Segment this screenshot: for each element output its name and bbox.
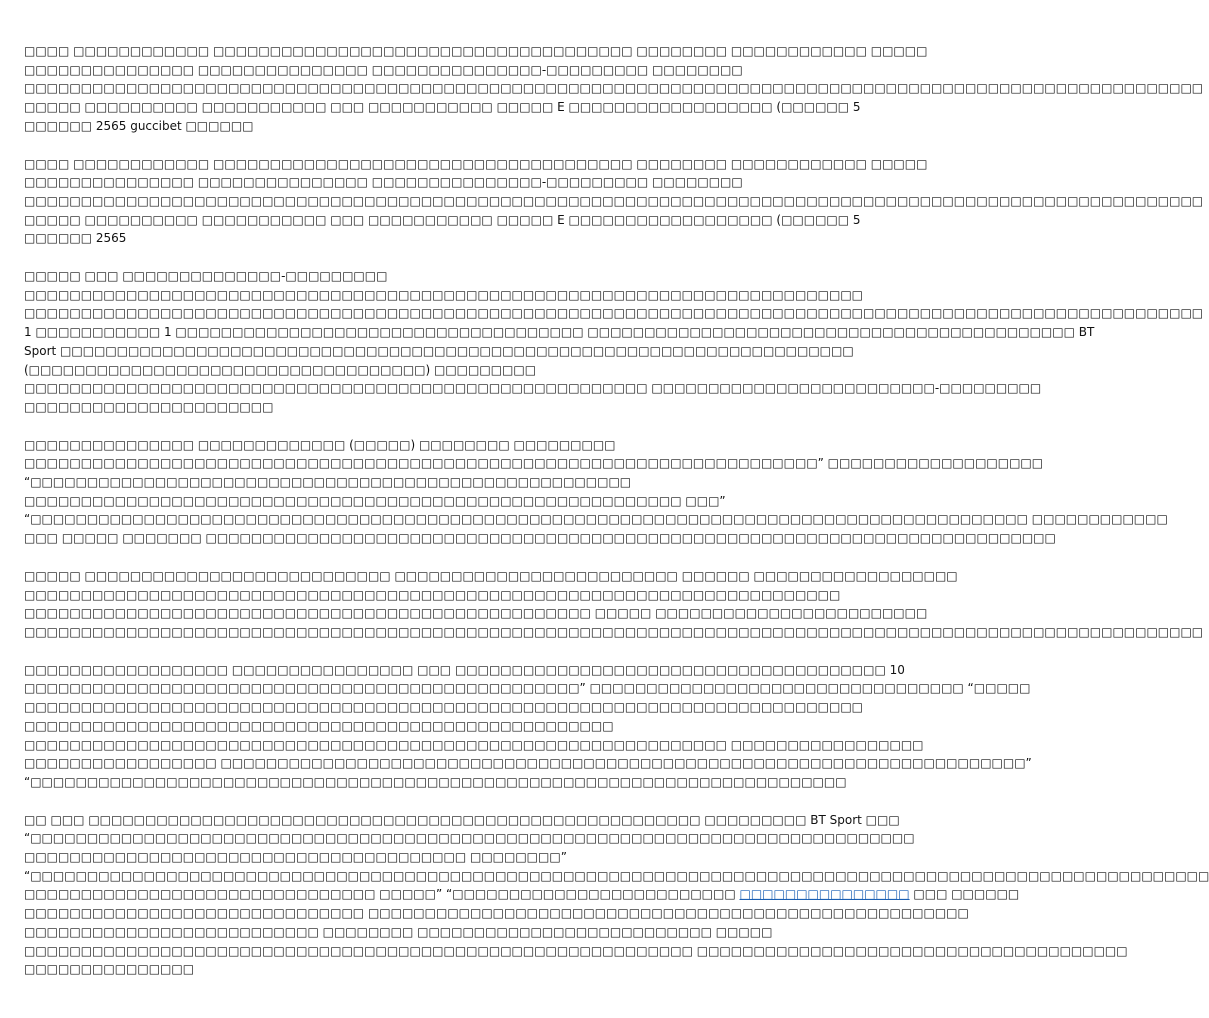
text-line: □□□□□ □□□□□□□□□□□□□□□□□□□□□□□□□□□ □□□□□□□□□□□□□□□□□□□□□□□□□ □□□□□□ □□□□□□□□□□□□□□□□□□ xyxy=(24,568,958,583)
text-line: □□□□□□□□□□□□□□□□□□□□□□□□□□□□□□□□□□□□□□□□□□□□□□□□□□ □□□□□ □□□□□□□□□□□□□□□□□□□□□□□□ xyxy=(24,606,928,621)
paragraph xyxy=(24,661,1032,792)
text-line: □□□□□□□□□□□□□□□□□□□□□□□□□□□□□□□□□□□□□□□□□□□□□□□□□□□□□□□□□□□□□□□□□□□□□□□□□□□□□□□□□□□□□□□□□□□□□□□□□□□□□□□□ xyxy=(24,81,1204,96)
text-line: □□□□□□□□□□□□□□□□□□□□□□□□□□□□□□□□□□□□□□□□□□□□□□□□□□□□□□□□□□□□□□ □□□□□□□□□□□□□□□□□ xyxy=(24,737,924,752)
text-line: □□ □□□ □□□□□□□□□□□□□□□□□□□□□□□□□□□□□□□□□□□□□□□□□□□□□□□□□□□□□□ □□□□□□□□□ BT Sport □□□ xyxy=(24,812,900,827)
paragraph xyxy=(24,567,1204,642)
text-line: □□□□□□□□□□□□□□□□□ □□□□□□□□□□□□□□□□□□□□□□□□□□□□□□□□□□□□□□□□□□□□□□□□□□□□□□□□□□□□□□□□□□□□□□□” xyxy=(24,756,1032,771)
text-line: “□□□□□□□□□□□□□□□□□□□□□□□□□□□□□□□□□□□□□□□□□□□□□□□□□□□□□□□□□□□□□□□□□□□□□□□□□□□□□□□□□□□□□□□□ □□□□□□□□□□□□ xyxy=(24,512,1168,527)
text-line: (□□□□□□□□□□□□□□□□□□□□□□□□□□□□□□□□□□□) □□□□□□□□□ xyxy=(24,362,537,377)
text-line: □□□□□□□□□□□□□□□□□□□□□□□□□□□□□□□□□□□□□□□□□□□□□□□□□□□□□□□□□□□□□□□□□□□□□□□□□□ xyxy=(24,287,864,302)
text-line: “□□□□□□□□□□□□□□□□□□□□□□□□□□□□□□□□□□□□□□□□□□□□□□□□□□□□□ xyxy=(24,475,632,490)
paragraph xyxy=(24,267,1204,417)
text-line: “□□□□□□□□□□□□□□□□□□□□□□□□□□□□□□□□□□□□□□□□□□□□□□□□□□□□□□□□□□□□□□□□□□□□□□□□ xyxy=(24,774,847,789)
text-line: □□□□□ □□□□□□□□□□ □□□□□□□□□□□ □□□ □□□□□□□□□□□ □□□□□ E □□□□□□□□□□□□□□□□□□ (□□□□□□ 5 xyxy=(24,212,861,227)
text-line: □□□ □□□□□ □□□□□□□ □□□□□□□□□□□□□□□□□□□□□□□□□□□□□□□□□□□□□□□□□□□□□□□□□□□□□□□□□□□□□□□□□□□□□□□□□□□ xyxy=(24,531,1056,546)
article-body xyxy=(24,42,1204,792)
text-line: □□□□□□□□□□□□□□□□□□□□□□□□□□□□□□□□□□□□□□□□□□□□□□□□□” □□□□□□□□□□□□□□□□□□□□□□□□□□□□□□□□□ “□□□□□ xyxy=(24,681,1031,696)
text-line: □□□□□□□□□□□□□□□□□□□□□□□□□□□□□□ □□□□□□□□□□□□□□□□□□□□□□□□□□□□□□□□□□□□□□□□□□□□□□□□□□□□□ xyxy=(24,906,969,921)
final-paragraph xyxy=(24,811,1209,979)
text-line: □□□□□□□□□□□□□□□ xyxy=(24,962,195,977)
text-line: □□□□□□□□□□□□□□□□□□□□□□□□□□□□□□□□□□□□□□□□□□□□□□□□□□□□ xyxy=(24,718,614,733)
text-line: □□□□□ □□□ □□□□□□□□□□□□□□-□□□□□□□□□ xyxy=(24,269,388,284)
text-line: □□□□□□□□□□□□□□□□□□□□□□□□□□□□□□□□□□□□□□□□□□□□□□□□□□□□□□□□□□□□□□□□□□□□□□□□ xyxy=(24,587,841,602)
text-line: □□□□□□□□□□□□□□□□□□ □□□□□□□□□□□□□□□□ □□□ □□□□□□□□□□□□□□□□□□□□□□□□□□□□□□□□□□□□□□ 10 xyxy=(24,662,905,677)
text-line: “□□□□□□□□□□□□□□□□□□□□□□□□□□□□□□□□□□□□□□□□□□□□□□□□□□□□□□□□□□□□□□□□□□□□□□□□□□□□□□ xyxy=(24,831,915,846)
text-line-with-link xyxy=(24,885,1020,904)
text-line: □□□□□□□□□□□□□□□ □□□□□□□□□□□□□ (□□□□□) □□□□□□□□ □□□□□□□□□ xyxy=(24,437,616,452)
text-line: □□□□□□□□□□□□□□□□□□□□□□□□□□□□□□□□□□□□□□□□□□□□□□□□□□□□□□□□□□ □□□” xyxy=(24,493,726,508)
text-line: □□□□□□□□□□□□□□□ □□□□□□□□□□□□□□□ □□□□□□□□□□□□□□□-□□□□□□□□□ □□□□□□□□ xyxy=(24,62,743,77)
text-segment: □□□□□□□□□□□□□□□□□□□□□□□□□□□□□□□ □□□□□” “□□□□□□□□□□□□□□□□□□□□□□□□□ xyxy=(24,887,740,902)
text-line: □□□□□□□□□□□□□□□□□□□□□□□□□□□□□□□□□□□□□□□□□□□□□□□□□□□□□□□□□□□ □□□□□□□□□□□□□□□□□□□□□□□□□□□□□□□□□□□□□□ xyxy=(24,943,1128,958)
text-line: □□□□ □□□□□□□□□□□□ □□□□□□□□□□□□□□□□□□□□□□□□□□□□□□□□□□□□□ □□□□□□□□ □□□□□□□□□□□□ □□□□□ xyxy=(24,44,928,58)
text-line: □□□□□□□□□□□□□□□□□□□□□□□□□□□□□□□□□□□□□□□ □□□□□□□□” xyxy=(24,850,567,865)
text-line: □□□□□□□□□□□□□□□□□□□□□□□□□□□□□□□□□□□□□□□□□□□□□□□□□□□□□□□□□□□□□□□□□□□□□□□□□□□□□□□□□□□□□□□□□□□□□□□□□□□□□□□□ xyxy=(24,306,1204,321)
text-line: □□□□□□□□□□□□□□□ □□□□□□□□□□□□□□□ □□□□□□□□□□□□□□□-□□□□□□□□□ □□□□□□□□ xyxy=(24,175,743,190)
paragraph xyxy=(24,42,1204,136)
text-line: □□□□□□□□□□□□□□□□□□□□□□□□□□□□□□□□□□□□□□□□□□□□□□□□□□□□□□□□□□□□□□□□□□□□□□□□□□□□□□□□□□□□□□□□□□□□□□□□□□□□□□□□ xyxy=(24,193,1204,208)
text-line: □□□□□ □□□□□□□□□□ □□□□□□□□□□□ □□□ □□□□□□□□□□□ □□□□□ E □□□□□□□□□□□□□□□□□□ (□□□□□□ 5 xyxy=(24,100,861,115)
text-line: □□□□□□□□□□□□□□□□□□□□□□□□□□□□□□□□□□□□□□□□□□□□□□□□□□□□□□□□□□□□□□□□□□□□□□□□□□ xyxy=(24,700,864,715)
paragraph xyxy=(24,155,1204,249)
text-segment: □□□ □□□□□□ xyxy=(909,887,1020,902)
text-line: □□□□□□□□□□□□□□□□□□□□□□□□□□□□□□□□□□□□□□□□□□□□□□□□□□□□□□□□□□□□□□□□□□□□□□” □□□□□□□□□□□□□□□□□□□ xyxy=(24,456,1044,471)
text-line: 1 □□□□□□□□□□□ 1 □□□□□□□□□□□□□□□□□□□□□□□□□□□□□□□□□□□□ □□□□□□□□□□□□□□□□□□□□□□□□□□□□□□□□□□□□□□□□□□□ BT xyxy=(24,325,1095,340)
paragraph xyxy=(24,436,1168,548)
text-line: □□□□□□□□□□□□□□□□□□□□□□□□□□ □□□□□□□□ □□□□□□□□□□□□□□□□□□□□□□□□□□ □□□□□ xyxy=(24,924,773,939)
text-line: □□□□□□□□□□□□□□□□□□□□□□□□□□□□□□□□□□□□□□□□□□□□□□□□□□□□□□□ □□□□□□□□□□□□□□□□□□□□□□□□□-□□□□□□□□□ xyxy=(24,381,1042,396)
text-line: □□□□□□ 2565 xyxy=(24,231,127,246)
text-line: “□□□□□□□□□□□□□□□□□□□□□□□□□□□□□□□□□□□□□□□□□□□□□□□□□□□□□□□□□□□□□□□□□□□□□□□□□□□□□□□□□□□□□□□□□□□□□□□□□□□□□□□□ xyxy=(24,868,1209,883)
text-line: Sport □□□□□□□□□□□□□□□□□□□□□□□□□□□□□□□□□□□□□□□□□□□□□□□□□□□□□□□□□□□□□□□□□□□□□□ xyxy=(24,343,854,358)
inline-link[interactable]: □□□□□□□□□□□□□□□ xyxy=(739,887,910,902)
text-line: □□□□□□□□□□□□□□□□□□□□□□□□□□□□□□□□□□□□□□□□□□□□□□□□□□□□□□□□□□□□□□□□□□□□□□□□□□□□□□□□□□□□□□□□□□□□□□□□□□□□□□□□ xyxy=(24,624,1204,639)
text-line: □□□□□□□□□□□□□□□□□□□□□□ xyxy=(24,399,274,414)
text-line: □□□□ □□□□□□□□□□□□ □□□□□□□□□□□□□□□□□□□□□□□□□□□□□□□□□□□□□ □□□□□□□□ □□□□□□□□□□□□ □□□□□ xyxy=(24,156,928,171)
text-line: □□□□□□ 2565 guccibet □□□□□□ xyxy=(24,118,254,133)
